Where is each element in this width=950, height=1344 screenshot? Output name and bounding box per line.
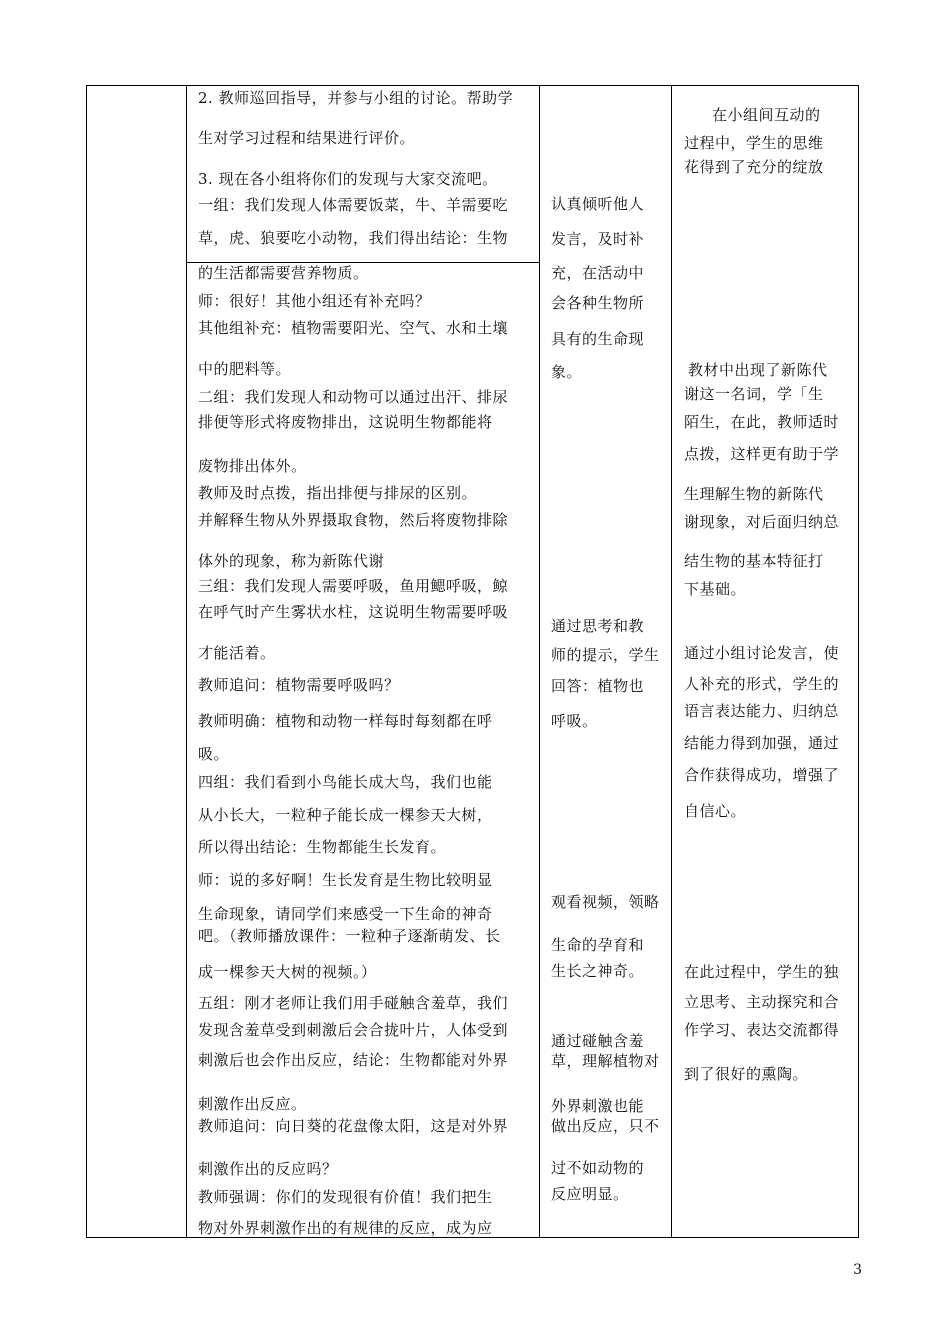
text-line: 师：说的多好啊！生长发育是生物比较明显 bbox=[198, 871, 493, 889]
text-line: 生对学习过程和结果进行评价。 bbox=[198, 129, 416, 147]
text-line: 并解释生物从外界摄取食物，然后将废物排除 bbox=[198, 511, 509, 529]
text-line: 生命现象，请同学们来感受一下生命的神奇 bbox=[198, 905, 493, 923]
text-line: 2. 教师巡回指导，并参与小组的讨论。帮助学 bbox=[198, 89, 514, 107]
text-line: 发现含羞草受到刺激后会合拢叶片，人体受到 bbox=[198, 1021, 509, 1039]
text-line: 教师追问：植物需要呼吸吗？ bbox=[198, 676, 400, 694]
text-line: 认真倾听他人 bbox=[551, 195, 645, 213]
text-line: 刺激后也会作出反应，结论：生物都能对外界 bbox=[198, 1051, 509, 1069]
table-top-border bbox=[86, 85, 859, 86]
text-line: 四组：我们看到小鸟能长成大鸟，我们也能 bbox=[198, 773, 493, 791]
text-line: 观看视频，领略 bbox=[551, 893, 660, 911]
text-line: 物对外界刺激作出的有规律的反应，成为应 bbox=[198, 1219, 493, 1237]
page-number: 3 bbox=[853, 1262, 862, 1278]
text-line: 谢这一名词，学「生 bbox=[684, 385, 824, 403]
text-line: 吸。 bbox=[198, 745, 230, 763]
text-line: 通过小组讨论发言，使 bbox=[684, 644, 840, 662]
text-line: 象。 bbox=[551, 363, 583, 381]
text-line: 师：很好！其他小组还有补充吗？ bbox=[198, 292, 431, 310]
text-line: 3. 现在各小组将你们的发现与大家交流吧。 bbox=[198, 170, 498, 188]
text-line: 五组：刚才老师让我们用手碰触含羞草，我们 bbox=[198, 994, 509, 1012]
text-line: 三组：我们发现人需要呼吸，鱼用鳃呼吸，鲸 bbox=[198, 577, 509, 595]
column-divider-1 bbox=[186, 85, 187, 1238]
text-line: 才能活着。 bbox=[198, 644, 276, 662]
text-line: 具有的生命现 bbox=[551, 330, 645, 348]
text-line: 充，在活动中 bbox=[551, 264, 645, 282]
text-line: 教师强调：你们的发现很有价值！我们把生 bbox=[198, 1188, 493, 1206]
text-line: 花得到了充分的绽放 bbox=[684, 158, 824, 176]
text-line: 谢现象，对后面归纳总 bbox=[684, 513, 840, 531]
text-line: 自信心。 bbox=[684, 802, 747, 820]
text-line: 教师及时点拨，指出排便与排尿的区别。 bbox=[198, 484, 478, 502]
text-line: 点拨，这样更有助于学 bbox=[684, 445, 840, 463]
column-divider-3 bbox=[671, 85, 672, 1238]
text-line: 作学习、表达交流都得 bbox=[684, 1021, 840, 1039]
text-line: 从小长大，一粒种子能长成一棵参天大树， bbox=[198, 806, 493, 824]
text-line: 的生活都需要营养物质。 bbox=[198, 264, 369, 282]
text-line: 中的肥料等。 bbox=[198, 360, 292, 378]
text-line: 师的提示，学生 bbox=[551, 646, 660, 664]
text-line: 呼吸。 bbox=[551, 712, 598, 730]
text-line: 会各种生物所 bbox=[551, 294, 645, 312]
text-line: 成一棵参天大树的视频。） bbox=[198, 963, 377, 981]
text-line: 其他组补充：植物需要阳光、空气、水和土壤 bbox=[198, 319, 509, 337]
text-line: 刺激作出反应。 bbox=[198, 1095, 307, 1113]
table-left-border bbox=[86, 85, 87, 1238]
text-line: 草，虎、狼要吃小动物，我们得出结论：生物 bbox=[198, 229, 509, 247]
text-line: 通过思考和教 bbox=[551, 617, 645, 635]
text-line: 在此过程中，学生的独 bbox=[684, 963, 840, 981]
text-line: 过程中，学生的思维 bbox=[684, 134, 824, 152]
table-right-border bbox=[858, 85, 859, 1238]
text-line: 立思考、主动探究和合 bbox=[684, 993, 840, 1011]
text-line: 人补充的形式，学生的 bbox=[684, 675, 840, 693]
text-line: 吧。（教师播放课件：一粒种子逐渐萌发、长 bbox=[198, 927, 501, 945]
text-line: 生理解生物的新陈代 bbox=[684, 485, 824, 503]
text-line: 生命的孕育和 bbox=[551, 936, 645, 954]
text-line: 合作获得成功，增强了 bbox=[684, 766, 840, 784]
text-line: 废物排出体外。 bbox=[198, 457, 307, 475]
text-line: 刺激作出的反应吗？ bbox=[198, 1160, 338, 1178]
text-line: 教师明确：植物和动物一样每时每刻都在呼 bbox=[198, 712, 493, 730]
text-line: 体外的现象，称为新陈代谢 bbox=[198, 552, 385, 570]
text-line: 外界刺激也能 bbox=[551, 1097, 645, 1115]
text-line: 排便等形式将废物排出，这说明生物都能将 bbox=[198, 413, 493, 431]
text-line: 做出反应，只不 bbox=[551, 1117, 660, 1135]
text-line: 结能力得到加强，通过 bbox=[684, 734, 840, 752]
text-line: 语言表达能力、归纳总 bbox=[684, 702, 840, 720]
text-line: 一组：我们发现人体需要饭菜，牛、羊需要吃 bbox=[198, 196, 509, 214]
text-line: 所以得出结论：生物都能生长发育。 bbox=[198, 838, 447, 856]
text-line: 在小组间互动的 bbox=[712, 106, 821, 124]
text-line: 到了很好的熏陶。 bbox=[684, 1065, 809, 1083]
text-line: 生长之神奇。 bbox=[551, 962, 645, 980]
text-line: 在呼气时产生雾状水柱，这说明生物需要呼吸 bbox=[198, 603, 509, 621]
text-line: 发言，及时补 bbox=[551, 230, 645, 248]
text-line: 教材中出现了新陈代 bbox=[688, 361, 828, 379]
text-line: 通过碰触含羞 bbox=[551, 1032, 645, 1050]
text-line: 草，理解植物对 bbox=[551, 1052, 660, 1070]
column-divider-2 bbox=[539, 85, 540, 1238]
text-line: 二组：我们发现人和动物可以通过出汗、排尿 bbox=[198, 388, 509, 406]
text-line: 反应明显。 bbox=[551, 1185, 629, 1203]
text-line: 陌生，在此，教师适时 bbox=[684, 413, 840, 431]
text-line: 回答：植物也 bbox=[551, 677, 645, 695]
text-line: 结生物的基本特征打 bbox=[684, 552, 824, 570]
text-line: 过不如动物的 bbox=[551, 1159, 645, 1177]
text-line: 下基础。 bbox=[684, 580, 747, 598]
text-line: 教师追问：向日葵的花盘像太阳，这是对外界 bbox=[198, 1117, 509, 1135]
